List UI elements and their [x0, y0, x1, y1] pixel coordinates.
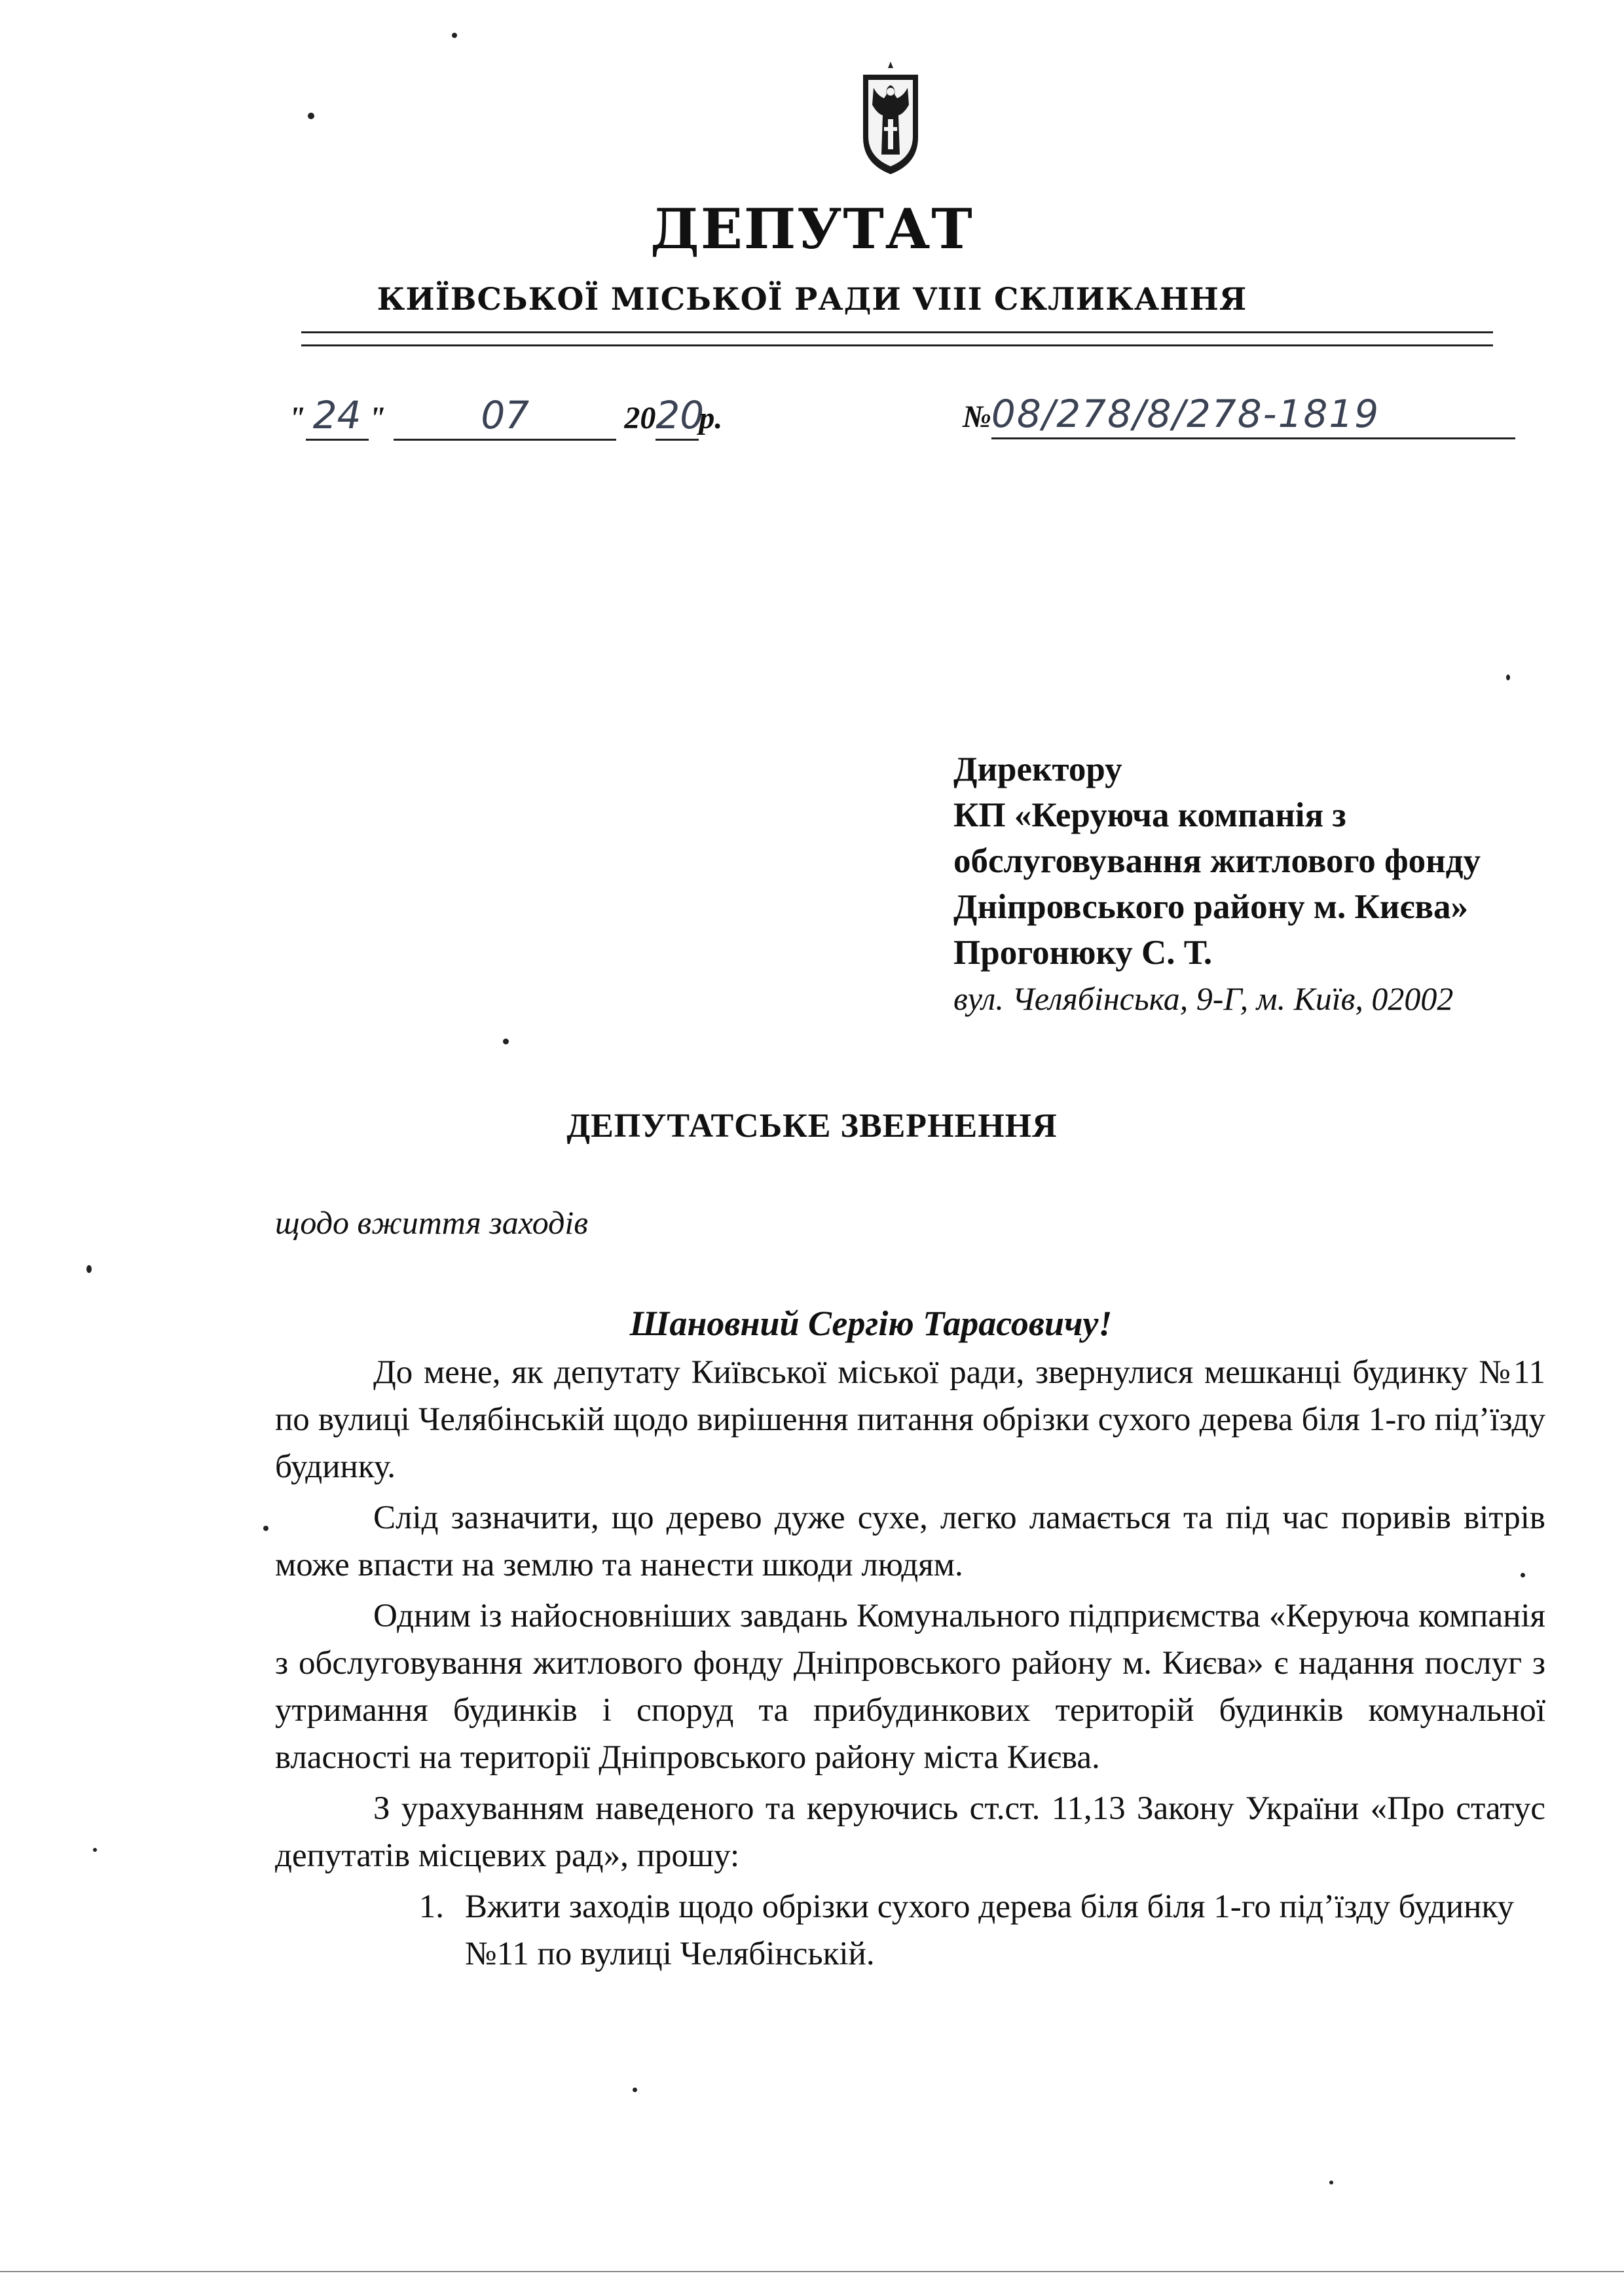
- list-item-text: Вжити заходів щодо обрізки сухого дерева біля біля 1-го під’їзду будинку №11 по вулиці Челябінській.: [465, 1888, 1515, 1972]
- body-paragraph: Слід зазначити, що дерево дуже сухе, легко ламається та під час поривів вітрів може впасти на землю та нанести шкоди людям.: [275, 1500, 1545, 1583]
- addressee-street: вул. Челябінська, 9-Г, м. Київ, 02002: [953, 980, 1454, 1017]
- scan-speck: [503, 1039, 509, 1044]
- list-item-number: 1.: [418, 1888, 444, 1925]
- date-year-mark: р.: [699, 401, 723, 435]
- date-day: 24: [306, 393, 369, 441]
- scan-speck: [93, 1848, 97, 1852]
- date-year-prefix: 20: [624, 401, 656, 435]
- addressee-position: Директору: [953, 750, 1122, 788]
- date-month: 07: [394, 393, 616, 441]
- body-paragraph: До мене, як депутату Київської міської ради, звернулися мешканці будинку №11 по вулиці Челябінській щодо вирішення питання обрізки сухого дерева біля 1-го під’їзду будинку.: [275, 1354, 1545, 1485]
- body-paragraph: З урахуванням наведеного та керуючись ст.ст. 11,13 Закону України «Про статус депутатів місцевих рад», прошу:: [275, 1790, 1545, 1874]
- document-title: ДЕПУТАТСЬКЕ ЗВЕРНЕННЯ: [566, 1107, 1058, 1145]
- addressee-organization: Дніпровського району м. Києва»: [953, 888, 1468, 926]
- scan-speck: [452, 33, 457, 38]
- document-subject: щодо вжиття заходів: [275, 1204, 588, 1241]
- salutation: Шановний Сергію Тарасовичу!: [629, 1304, 1113, 1343]
- letterhead-subtitle: КИЇВСЬКОЇ МІСЬКОЇ РАДИ VIII СКЛИКАННЯ: [377, 282, 1247, 318]
- scan-speck: [86, 1265, 92, 1273]
- addressee-block: [953, 746, 1481, 1022]
- registration-number-line: [963, 392, 1515, 439]
- addressee-organization: обслуговування житлового фонду: [953, 842, 1481, 880]
- date-close-quote: ": [368, 401, 386, 435]
- request-list: [275, 1883, 1545, 1978]
- registration-number: 08/278/8/278-1819: [991, 392, 1515, 439]
- list-item: [275, 1883, 1545, 1978]
- letterhead-title: ДЕПУТАТ: [650, 196, 974, 261]
- number-prefix: №: [963, 399, 991, 434]
- date-open-quote: ": [288, 401, 306, 435]
- scan-edge: [0, 2271, 1624, 2272]
- scan-speck: [633, 2088, 637, 2092]
- body-paragraph: Одним із найосновніших завдань Комунального підприємства «Керуюча компанія з обслуговування житлового фонду Дніпровського району м. Києва» є надання послуг з утримання будинків і споруд та прибудинкових територій будинків комунальної власності на території Дніпровського району міста Києва.: [275, 1598, 1545, 1776]
- scan-speck: [1521, 1573, 1525, 1577]
- addressee-organization: КП «Керуюча компанія з: [953, 796, 1346, 834]
- date-line: [288, 393, 722, 441]
- scan-speck: [263, 1526, 268, 1531]
- scan-speck: [1329, 2181, 1333, 2184]
- addressee-name: Прогонюку С. Т.: [953, 934, 1213, 972]
- scan-speck: [308, 113, 314, 119]
- kyiv-coat-of-arms-icon: [858, 59, 923, 177]
- scan-speck: [1506, 674, 1510, 680]
- letter-body: [275, 1349, 1545, 1978]
- letterhead-divider: [301, 331, 1493, 333]
- letterhead-divider: [301, 344, 1493, 346]
- date-year-suffix: 20: [655, 393, 699, 441]
